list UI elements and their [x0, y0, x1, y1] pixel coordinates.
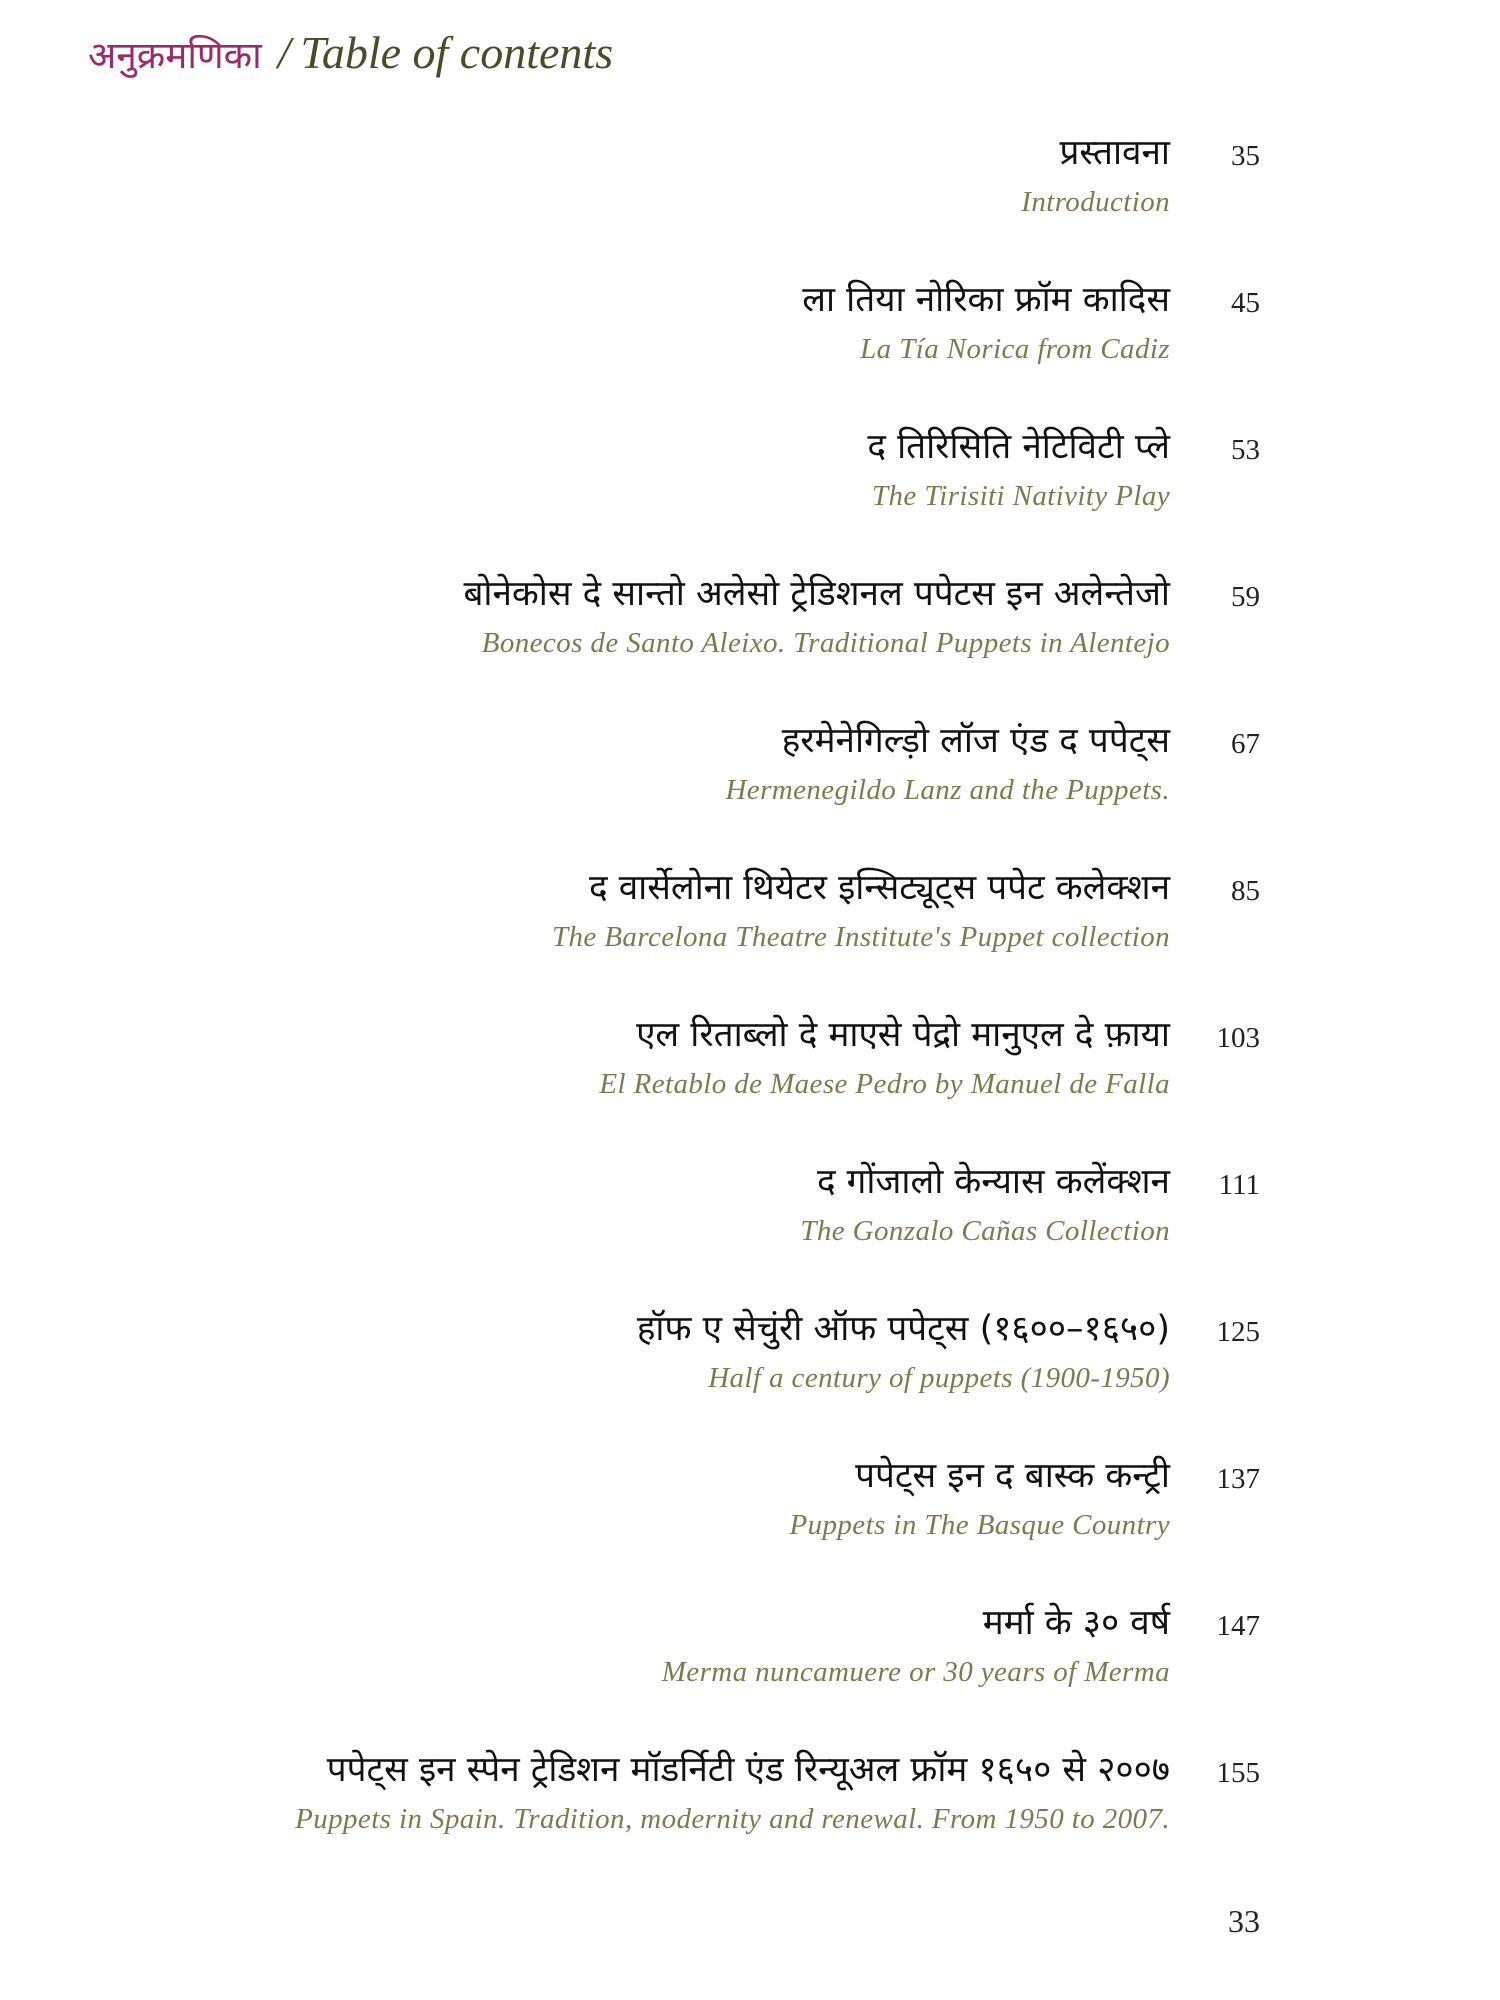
entry-title-hindi: हरमेनेगिल्ड़ो लॉज एंड द पपेट्स [781, 721, 1170, 761]
entry-title-hindi: पपेट्स इन द बास्क कन्ट्री [855, 1456, 1170, 1496]
header-title-hindi: अनुक्रमणिका [88, 34, 262, 77]
entry-page-number: 155 [1216, 1757, 1260, 1789]
entry-page-number: 53 [1231, 434, 1260, 466]
header-separator: / [277, 27, 291, 78]
entry-title-english: El Retablo de Maese Pedro by Manuel de Falla [599, 1068, 1170, 1100]
toc-entry [60, 130, 1260, 250]
entry-title-english: The Tirisiti Nativity Play [872, 480, 1170, 512]
entry-page-number: 35 [1231, 140, 1260, 172]
toc-entry [60, 865, 1260, 985]
entry-title-english: Half a century of puppets (1900-1950) [708, 1362, 1170, 1394]
entry-title-english: La Tía Norica from Cadiz [860, 333, 1170, 365]
toc-entry [60, 1012, 1260, 1132]
toc-entry [60, 571, 1260, 691]
toc-entry [60, 1159, 1260, 1279]
entry-title-english: The Barcelona Theatre Institute's Puppet collection [551, 921, 1170, 953]
toc-entry [60, 1453, 1260, 1573]
header-title-english: Table of contents [300, 27, 614, 78]
entry-title-hindi: द गोंजालो केन्यास कलेंक्शन [816, 1162, 1170, 1202]
entry-title-english: Merma nuncamuere or 30 years of Merma [661, 1656, 1170, 1688]
entry-page-number: 103 [1216, 1022, 1260, 1054]
entry-title-hindi: बोनेकोस दे सान्तो अलेसो ट्रेडिशनल पपेटस इन अलेन्तेजो [463, 574, 1170, 614]
page-number: 33 [1228, 1903, 1260, 1939]
entry-title-hindi: ला तिया नोरिका फ्रॉम कादिस [802, 280, 1170, 320]
entry-title-hindi: एल रिताब्लो दे माएसे पेद्रो मानुएल दे फ़ाया [636, 1015, 1170, 1055]
entry-title-english: Hermenegildo Lanz and the Puppets. [725, 774, 1170, 806]
toc-entry [60, 1600, 1260, 1720]
entry-page-number: 111 [1218, 1169, 1260, 1201]
entry-page-number: 147 [1216, 1610, 1260, 1642]
entry-title-hindi: द तिरिसिति नेटिविटी प्ले [867, 427, 1170, 467]
entry-title-hindi: पपेट्स इन स्पेन ट्रेडिशन मॉडर्निटी एंड रिन्यूअल फ्रॉम १६५० से २००७ [326, 1750, 1170, 1790]
toc-entry [60, 277, 1260, 397]
entry-page-number: 85 [1231, 875, 1260, 907]
entry-title-english: Puppets in The Basque Country [789, 1509, 1170, 1541]
entry-title-english: Puppets in Spain. Tradition, modernity and renewal. From 1950 to 2007. [295, 1803, 1170, 1835]
entry-page-number: 125 [1216, 1316, 1260, 1348]
entry-title-hindi: हॉफ ए सेचुंरी ऑफ पपेट्स (१६००–१६५०) [636, 1309, 1170, 1349]
entry-title-hindi: मर्मा के ३० वर्ष [982, 1603, 1170, 1643]
toc-entry [60, 424, 1260, 544]
entry-title-hindi: द वार्सेलोना थियेटर इन्सिट्यूट्स पपेट कलेक्शन [588, 868, 1170, 908]
entry-page-number: 67 [1231, 728, 1260, 760]
entry-title-english: The Gonzalo Cañas Collection [800, 1215, 1170, 1247]
entry-page-number: 137 [1216, 1463, 1260, 1495]
entry-page-number: 45 [1231, 287, 1260, 319]
entry-title-english: Introduction [1021, 186, 1170, 218]
entry-title-english: Bonecos de Santo Aleixo. Traditional Puppets in Alentejo [481, 627, 1170, 659]
toc-entry [60, 1747, 1260, 1867]
toc-entry [60, 1306, 1260, 1426]
entry-page-number: 59 [1231, 581, 1260, 613]
entry-title-hindi: प्रस्तावना [1059, 133, 1170, 173]
toc-entry [60, 718, 1260, 838]
